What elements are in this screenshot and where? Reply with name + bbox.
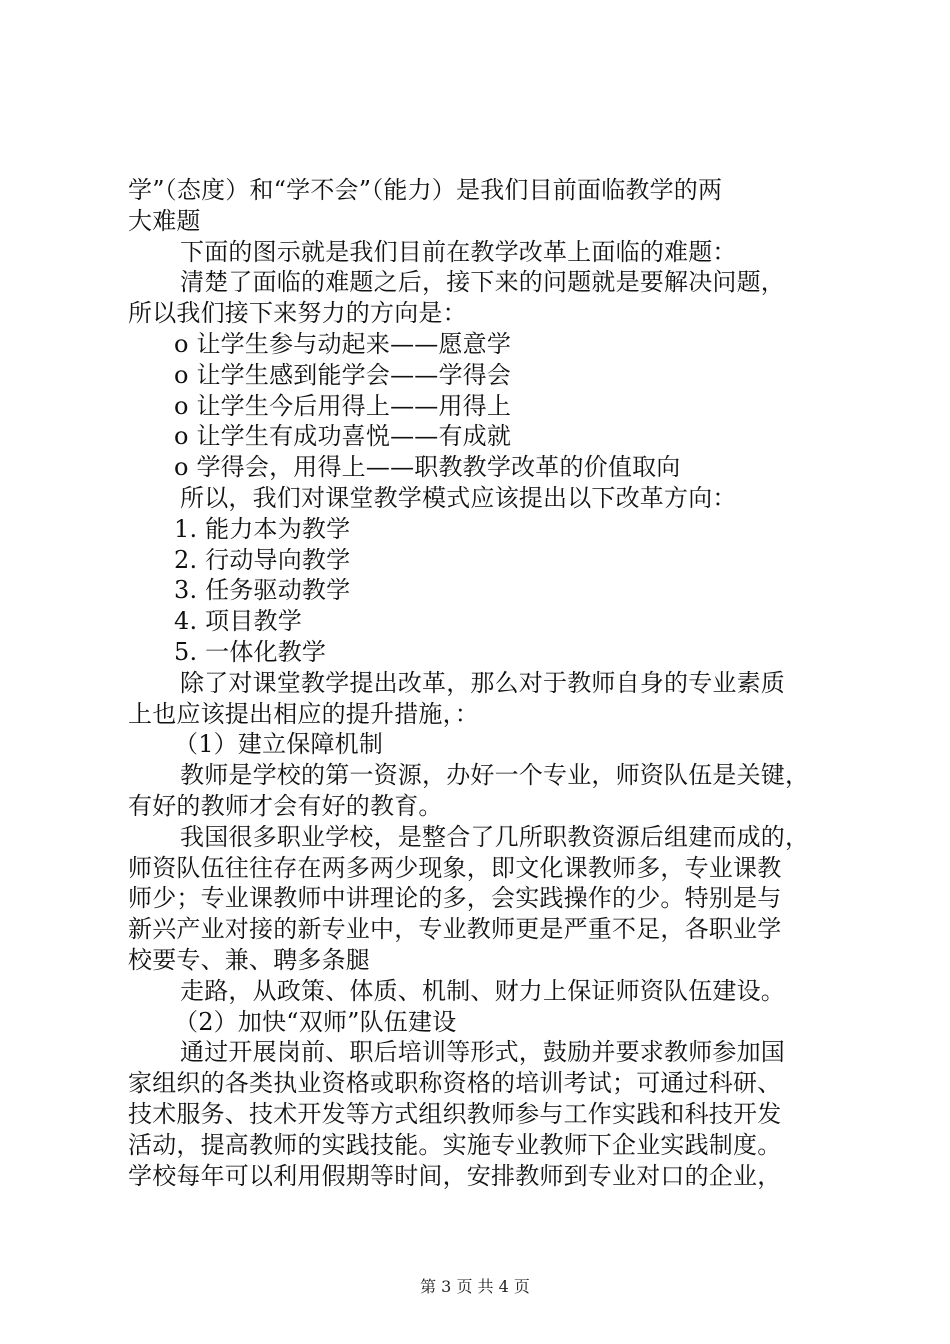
text-line: 所以，我们对课堂教学模式应该提出以下改革方向： xyxy=(180,483,737,512)
text-line: 学”（态度）和“学不会”（能力）是我们目前面临教学的两 xyxy=(128,176,723,204)
text-line: 除了对课堂教学提出改革，那么对于教师自身的专业素质 xyxy=(180,668,785,697)
text-line: o 让学生参与动起来——愿意学 xyxy=(174,329,512,358)
text-line: 教师是学校的第一资源，办好一个专业，师资队伍是关键， xyxy=(180,761,810,790)
text-line: 下面的图示就是我们目前在教学改革上面临的难题： xyxy=(180,237,737,266)
document-body xyxy=(128,175,828,1191)
text-line: 清楚了面临的难题之后，接下来的问题就是要解决问题， xyxy=(180,268,785,297)
text-line: 上也应该提出相应的提升措施，： xyxy=(128,699,479,728)
text-line: 校要专、兼、聘多条腿 xyxy=(128,945,370,974)
text-line: 技术服务、技术开发等方式组织教师参与工作实践和科技开发 xyxy=(128,1099,782,1128)
text-line: o 学得会，用得上——职教教学改革的价值取向 xyxy=(174,453,681,482)
text-line: o 让学生有成功喜悦——有成就 xyxy=(174,422,512,451)
text-line: o 让学生感到能学会——学得会 xyxy=(174,360,512,389)
text-line: 通过开展岗前、职后培训等形式，鼓励并要求教师参加国 xyxy=(180,1038,785,1067)
text-line: 家组织的各类执业资格或职称资格的培训考试；可通过科研、 xyxy=(128,1069,782,1098)
text-line: 师少；专业课教师中讲理论的多，会实践操作的少。特别是与 xyxy=(128,884,782,913)
text-line: 大难题 xyxy=(128,206,201,235)
text-line: 新兴产业对接的新专业中，专业教师更是严重不足，各职业学 xyxy=(128,915,782,944)
text-line: 我国很多职业学校，是整合了几所职教资源后组建而成的， xyxy=(180,822,810,851)
text-line: 5. 一体化教学 xyxy=(174,637,327,666)
text-line: 所以我们接下来努力的方向是： xyxy=(128,299,467,328)
text-line: 3. 任务驱动教学 xyxy=(174,576,351,605)
text-line: 走路，从政策、体质、机制、财力上保证师资队伍建设。 xyxy=(180,976,785,1005)
text-line: 2. 行动导向教学 xyxy=(174,545,351,574)
text-line: 有好的教师才会有好的教育。 xyxy=(128,791,443,820)
text-line: 师资队伍往往存在两多两少现象，即文化课教师多，专业课教 xyxy=(128,853,782,882)
page-footer: 第 3 页 共 4 页 xyxy=(420,1277,530,1296)
text-line: （2）加快“双师”队伍建设 xyxy=(174,1007,457,1036)
text-line: 活动，提高教师的实践技能。实施专业教师下企业实践制度。 xyxy=(128,1130,782,1159)
text-line: （1）建立保障机制 xyxy=(174,730,384,759)
text-line: 1. 能力本为教学 xyxy=(174,514,351,543)
text-line: 学校每年可以利用假期等时间，安排教师到专业对口的企业， xyxy=(128,1161,782,1190)
text-line: 4. 项目教学 xyxy=(174,607,302,636)
text-line: o 让学生今后用得上——用得上 xyxy=(174,391,512,420)
